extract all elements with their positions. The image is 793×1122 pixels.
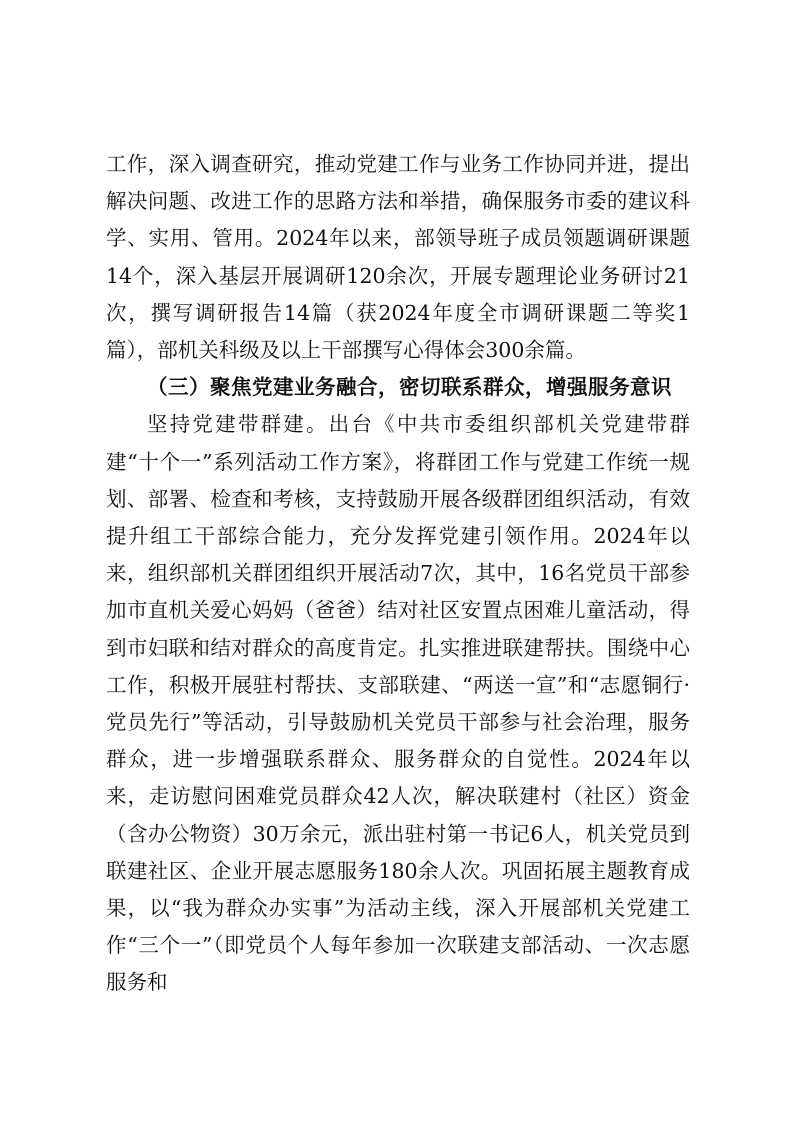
section-heading-3: （三）聚焦党建业务融合，密切联系群众，增强服务意识	[147, 375, 672, 400]
document-body	[106, 146, 690, 1002]
body-paragraph-continued: 工作，深入调查研究，推动党建工作与业务工作协同并进，提出解决问题、改进工作的思路方法和举措，确保服务市委的建议科学、实用、管用。2024年以来，部领导班子成员领题调研课题14个，深入基层开展调研120余次，开展专题理论业务研讨21次，撰写调研报告14篇（获2024年度全市调研课题二等奖1篇），部机关科级及以上干部撰写心得体会300余篇。	[106, 152, 690, 363]
body-paragraph: 坚持党建带群建。出台《中共市委组织部机关党建带群建“十个一”系列活动工作方案》，将群团工作与党建工作统一规划、部署、检查和考核，支持鼓励开展各级群团组织活动，有效提升组工干部综合能力，充分发挥党建引领作用。2024年以来，组织部机关群团组织开展活动7次，其中，16名党员干部参加市直机关爱心妈妈（爸爸）结对社区安置点困难儿童活动，得到市妇联和结对群众的高度肯定。扎实推进联建帮扶。围绕中心工作，积极开展驻村帮扶、支部联建、“两送一宣”和“志愿铜行·党员先行”等活动，引导鼓励机关党员干部参与社会治理，服务群众，进一步增强联系群众、服务群众的自觉性。2024年以来，走访慰问困难党员群众42人次，解决联建村（社区）资金（含办公物资）30万余元，派出驻村第一书记6人，机关党员到联建社区、企业开展志愿服务180余人次。巩固拓展主题教育成果，以“我为群众办实事”为活动主线，深入开展部机关党建工作“三个一”（即党员个人每年参加一次联建支部活动、一次志愿服务和	[106, 412, 690, 995]
